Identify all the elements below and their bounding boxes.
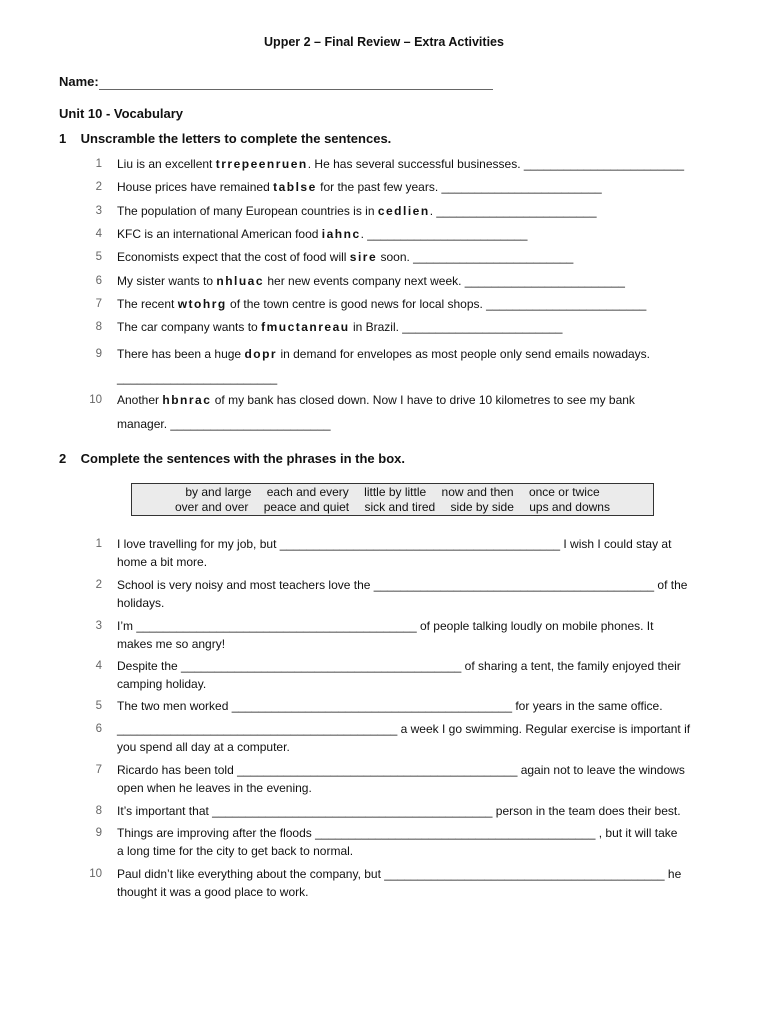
item-number: 7 — [95, 764, 102, 776]
item-text[interactable]: Ricardo has been told __________________________________________ again not to leave the windows open when he leaves in the evening. — [117, 763, 685, 795]
item-text[interactable]: It’s important that __________________________________________ person in the team does their best. — [117, 804, 681, 818]
item-number: 3 — [95, 205, 102, 217]
scrambled-word: cedlien — [377, 204, 430, 218]
scrambled-word: tablse — [273, 180, 317, 194]
section-2-heading — [59, 451, 405, 466]
scrambled-word: nhluac — [216, 274, 265, 288]
item-number: 9 — [95, 348, 102, 360]
phrase-box-row-2 — [132, 500, 653, 514]
item-text[interactable]: School is very noisy and most teachers love the __________________________________________ of the holidays. — [117, 578, 688, 610]
item-text[interactable]: The recent wtohrg of the town centre is good news for local shops. ________________________ — [117, 297, 647, 311]
item-number: 9 — [95, 827, 102, 839]
scrambled-word: wtohrg — [177, 297, 227, 311]
item-text[interactable]: Paul didn’t like everything about the company, but __________________________________________ he thought it was a good place to work. — [117, 867, 682, 899]
section-1-heading — [59, 131, 391, 146]
phrase: sick and tired — [364, 500, 436, 514]
page-title: Upper 2 – Final Review – Extra Activities — [264, 35, 504, 49]
item-number: 10 — [89, 394, 102, 406]
item-number: 8 — [95, 805, 102, 817]
item-number: 1 — [95, 538, 102, 550]
item-text[interactable]: KFC is an international American food iahnc. ________________________ — [117, 227, 528, 241]
phrase: each and every — [266, 485, 349, 499]
phrase: side by side — [450, 500, 514, 514]
item-number: 7 — [95, 298, 102, 310]
item-text[interactable]: My sister wants to nhluac her new events company next week. ________________________ — [117, 274, 625, 288]
item-text[interactable]: House prices have remained tablse for the past few years. ________________________ — [117, 180, 602, 194]
item-number: 2 — [95, 579, 102, 591]
phrase: by and large — [185, 485, 252, 499]
item-text[interactable]: The two men worked __________________________________________ for years in the same office. — [117, 699, 663, 713]
item-text[interactable]: Another hbnrac of my bank has closed down. Now I have to drive 10 kilometres to see my bank manager. ________________________ — [117, 393, 635, 431]
scrambled-word: iahnc — [321, 227, 361, 241]
phrase-box — [131, 483, 654, 516]
item-number: 3 — [95, 620, 102, 632]
item-number: 4 — [95, 660, 102, 672]
scrambled-word: sire — [349, 250, 378, 264]
item-number: 10 — [89, 868, 102, 880]
phrase: ups and downs — [529, 500, 610, 514]
section-2-instruction: Complete the sentences with the phrases in the box. — [80, 451, 405, 466]
item-text[interactable]: __________________________________________ a week I go swimming. Regular exercise is important if you spend all day at a computer. — [117, 722, 691, 754]
item-text[interactable]: Things are improving after the floods __________________________________________ , but it will take a long time for the city to get back to normal. — [117, 826, 678, 858]
unit-heading: Unit 10 - Vocabulary — [59, 106, 184, 121]
item-number: 6 — [95, 723, 102, 735]
section-1-number: 1 — [59, 131, 67, 146]
scrambled-word: hbnrac — [162, 393, 212, 407]
phrase: over and over — [175, 500, 249, 514]
scrambled-word: dopr — [244, 347, 278, 361]
name-label: Name: — [59, 74, 99, 89]
item-text[interactable]: Economists expect that the cost of food will sire soon. ________________________ — [117, 250, 574, 264]
phrase: once or twice — [528, 485, 600, 499]
phrase: now and then — [441, 485, 514, 499]
section-2-number: 2 — [59, 451, 67, 466]
item-number: 5 — [95, 251, 102, 263]
item-text[interactable]: Liu is an excellent trrepeenruen. He has several successful businesses. ________________________ — [117, 157, 685, 171]
item-number: 5 — [95, 700, 102, 712]
item-text[interactable]: The car company wants to fmuctanreau in Brazil. ________________________ — [117, 320, 563, 334]
phrase: peace and quiet — [263, 500, 350, 514]
phrase-box-row-1 — [132, 485, 653, 499]
name-field[interactable] — [99, 89, 493, 90]
item-number: 6 — [95, 275, 102, 287]
item-number: 1 — [95, 158, 102, 170]
item-text[interactable]: There has been a huge dopr in demand for envelopes as most people only send emails nowadays. ________________________ — [117, 347, 650, 385]
item-text[interactable]: The population of many European countries is in cedlien. ________________________ — [117, 204, 597, 218]
scrambled-word: fmuctanreau — [261, 320, 350, 334]
item-number: 2 — [95, 181, 102, 193]
phrase: little by little — [364, 485, 427, 499]
item-number: 8 — [95, 321, 102, 333]
item-number: 4 — [95, 228, 102, 240]
item-text[interactable]: Despite the __________________________________________ of sharing a tent, the family enjoyed their camping holiday. — [117, 659, 681, 691]
scrambled-word: trrepeenruen — [215, 157, 308, 171]
item-text[interactable]: I’m __________________________________________ of people talking loudly on mobile phones. It makes me so angry! — [117, 619, 654, 651]
section-1-instruction: Unscramble the letters to complete the sentences. — [80, 131, 392, 146]
item-text[interactable]: I love travelling for my job, but __________________________________________ I wish I could stay at home a bit more. — [117, 537, 672, 569]
